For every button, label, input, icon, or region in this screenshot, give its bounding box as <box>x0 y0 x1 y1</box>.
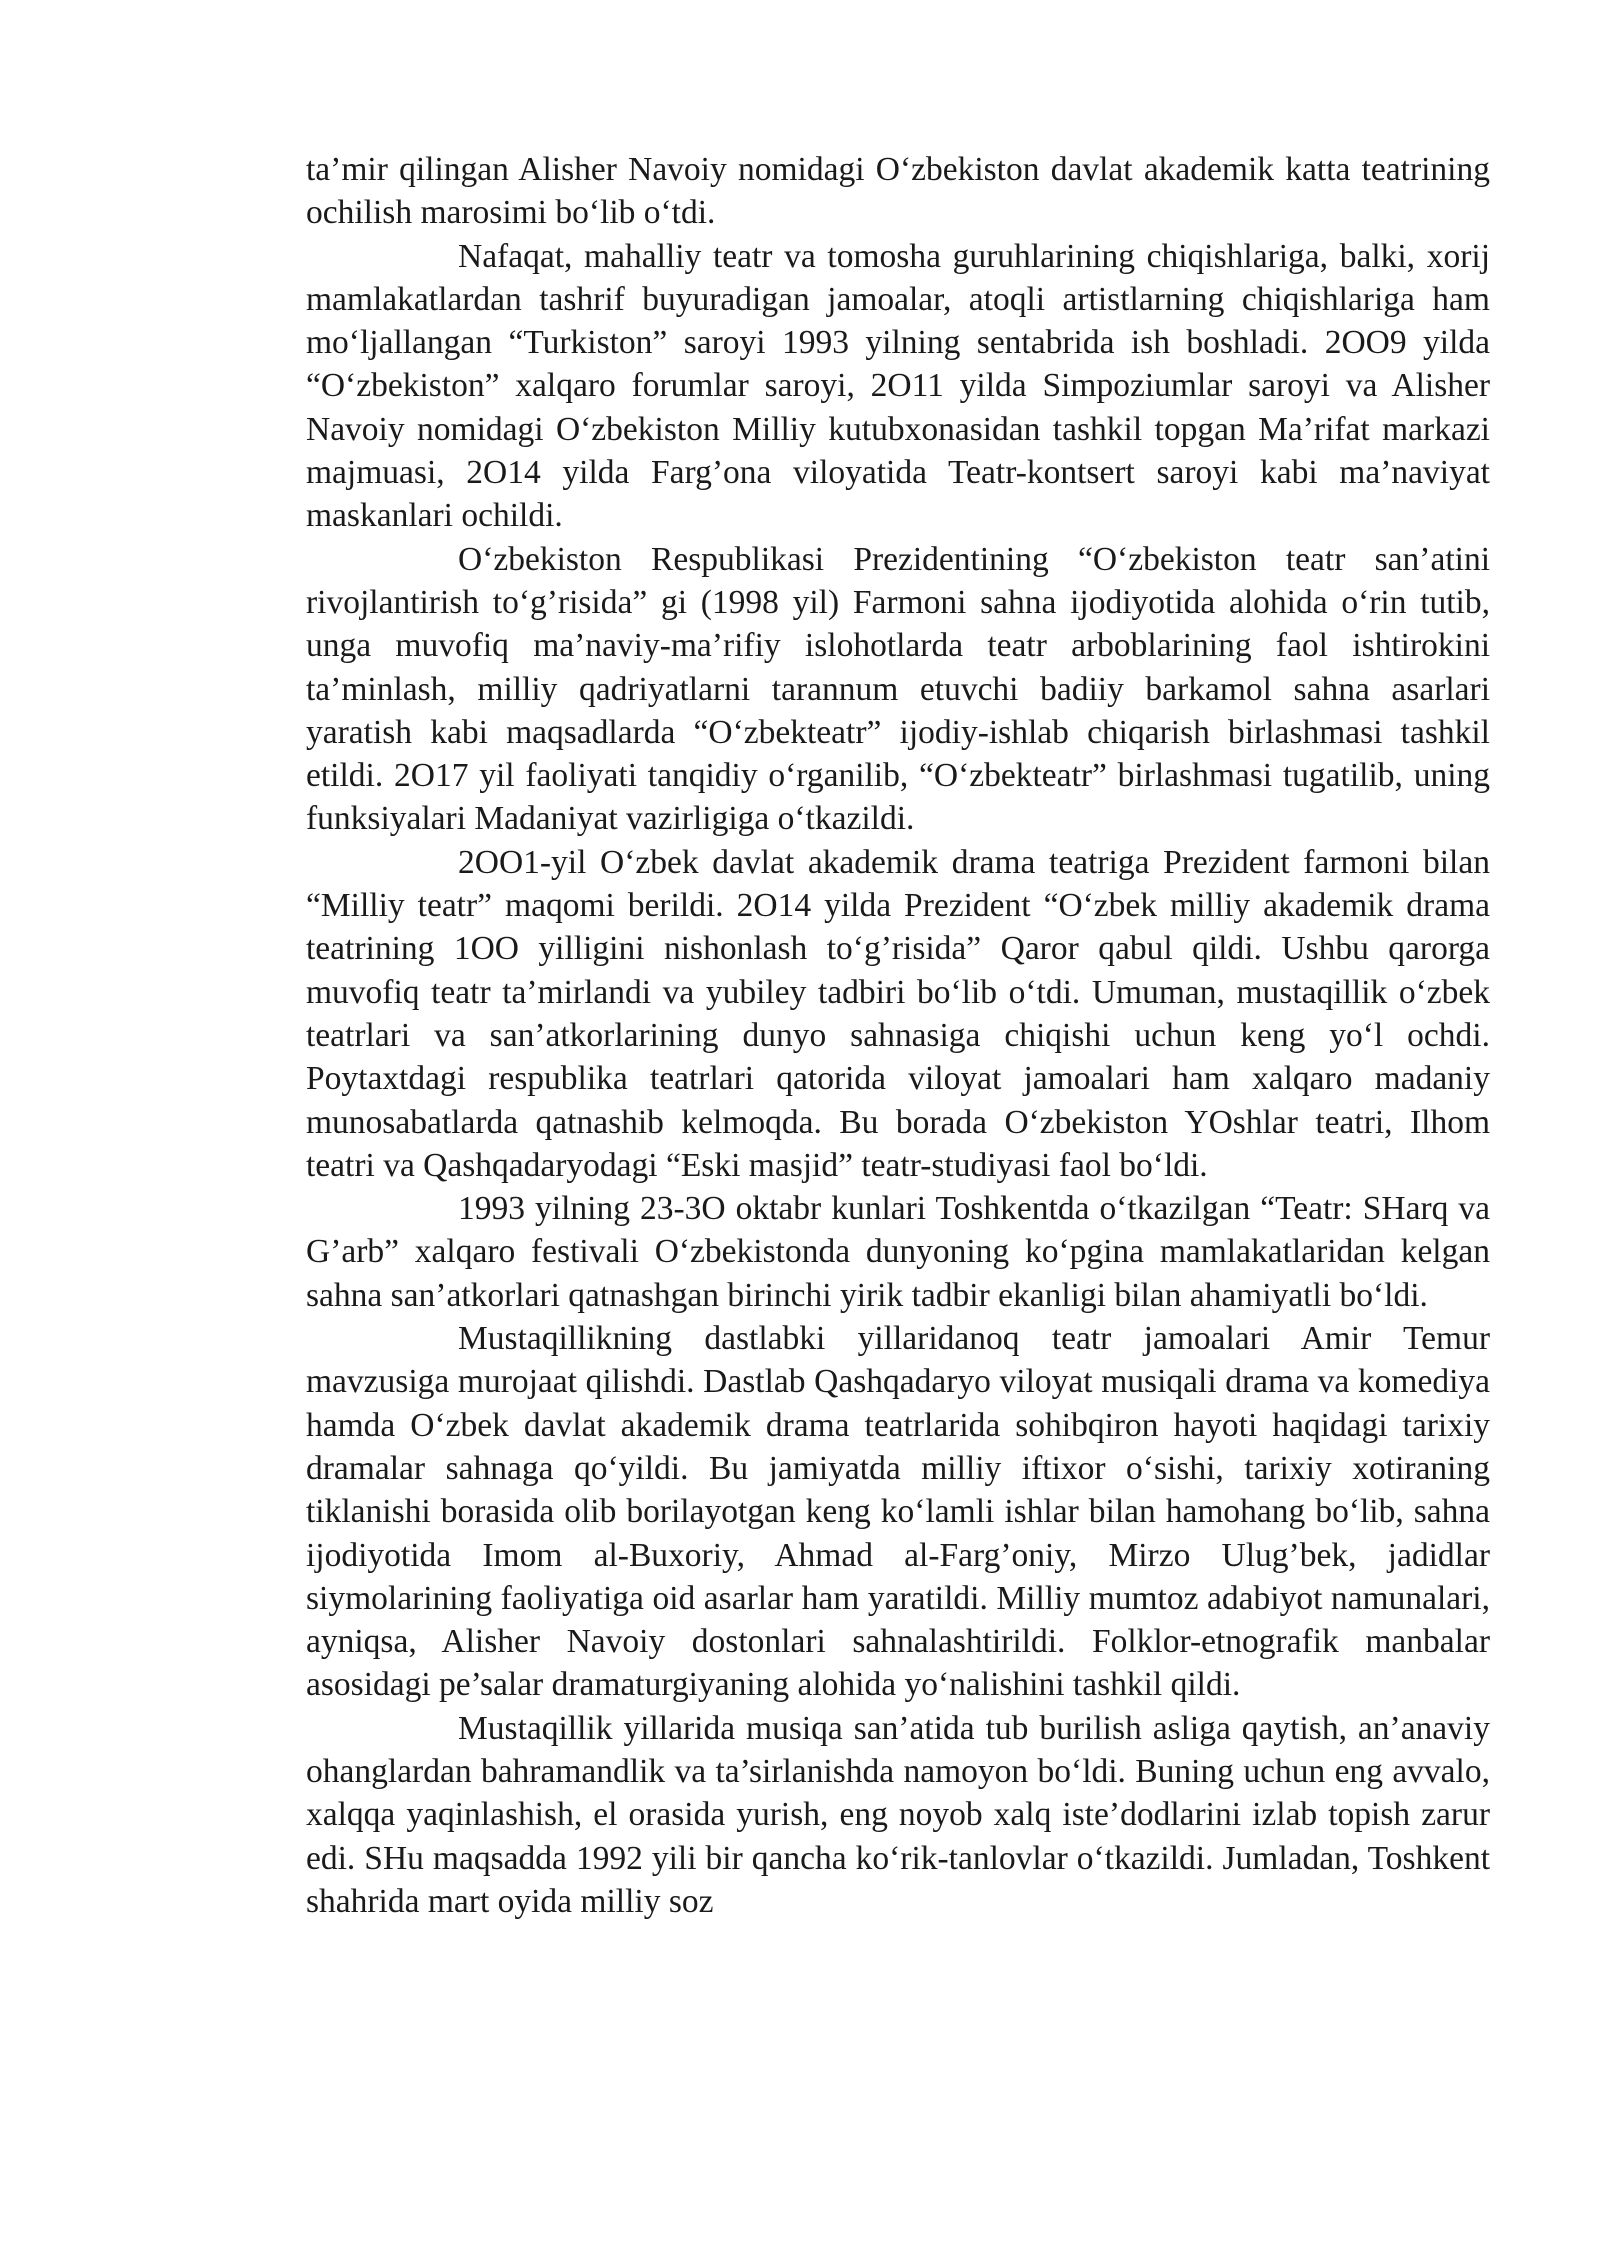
paragraph-5: 1993 yilning 23-3O oktabr kunlari Toshkentda o‘tkazilgan “Teatr: SHarq va G’arb” xalqaro festivali O‘zbekistonda dunyoning ko‘pgina mamlakatlaridan kelgan sahna san’atkorlari qatnashgan birinchi yirik tadbir ekanligi bilan ahamiyatli bo‘ldi. <box>306 1190 1490 1314</box>
paragraph-1: ta’mir qilingan Alisher Navoiy nomidagi O‘zbekiston davlat akademik katta teatrining ochilish marosimi bo‘lib o‘tdi. <box>306 151 1490 232</box>
paragraph-6: Mustaqillikning dastlabki yillaridanoq teatr jamoalari Amir Temur mavzusiga murojaat qilishdi. Dastlab Qashqadaryo viloyat musiqali drama va komediya hamda O‘zbek davlat akademik drama teatrlarida sohibqiron hayoti haqidagi tarixiy dramalar sahnaga qo‘yildi. Bu jamiyatda milliy iftixor o‘sishi, tarixiy xotiraning tiklanishi borasida olib borilayotgan keng ko‘lamli ishlar bilan hamohang bo‘lib, sahna ijodiyotida Imom al-Buxoriy, Ahmad al-Farg’oniy, Mirzo Ulug’bek, jadidlar siymolarining faoliyatiga oid asarlar ham yaratildi. Milliy mumtoz adabiyot namunalari, ayniqsa, Alisher Navoiy dostonlari sahnalashtirildi. Folklor-etnografik manbalar asosidagi pe’salar dramaturgiyaning alohida yo‘nalishini tashkil qildi. <box>306 1320 1490 1704</box>
paragraph-4: 2OO1-yil O‘zbek davlat akademik drama teatriga Prezident farmoni bilan “Milliy teatr” maqomi berildi. 2O14 yilda Prezident “O‘zbek milliy akademik drama teatrining 1OO yilligini nishonlash to‘g’risida” Qaror qabul qildi. Ushbu qarorga muvofiq teatr ta’mirlandi va yubiley tadbiri bo‘lib o‘tdi. Umuman, mustaqillik o‘zbek teatrlari va san’atkorlarining dunyo sahnasiga chiqishi uchun keng yo‘l ochdi. Poytaxtdagi respublika teatrlari qatorida viloyat jamoalari ham xalqaro madaniy munosabatlarda qatnashib kelmoqda. Bu borada O‘zbekiston YOshlar teatri, Ilhom teatri va Qashqadaryodagi “Eski masjid” teatr-studiyasi faol bo‘ldi. <box>306 843 1490 1184</box>
document-page <box>306 148 1490 1923</box>
paragraph-3: O‘zbekiston Respublikasi Prezidentining “O‘zbekiston teatr san’atini rivojlantirish to‘g’risida” gi (1998 yil) Farmoni sahna ijodiyotida alohida o‘rin tutib, unga muvofiq ma’naviy-ma’rifiy islohotlarda teatr arboblarining faol ishtirokini ta’minlash, milliy qadriyatlarni tarannum etuvchi badiiy barkamol sahna asarlari yaratish kabi maqsadlarda “O‘zbekteatr” ijodiy-ishlab chiqarish birlashmasi tashkil etildi. 2O17 yil faoliyati tanqidiy o‘rganilib, “O‘zbekteatr” birlashmasi tugatilib, uning funksiyalari Madaniyat vazirligiga o‘tkazildi. <box>306 540 1490 838</box>
paragraph-2: Nafaqat, mahalliy teatr va tomosha guruhlarining chiqishlariga, balki, xorij mamlakatlardan tashrif buyuradigan jamoalar, atoqli artistlarning chiqishlariga ham mo‘ljallangan “Turkiston” saroyi 1993 yilning sentabrida ish boshladi. 2OO9 yilda “O‘zbekiston” xalqaro forumlar saroyi, 2O11 yilda Simpoziumlar saroyi va Alisher Navoiy nomidagi O‘zbekiston Milliy kutubxonasidan tashkil topgan Ma’rifat markazi majmuasi, 2O14 yilda Farg’ona viloyatida Teatr-kontsert saroyi kabi ma’naviyat maskanlari ochildi. <box>306 237 1490 535</box>
paragraph-7: Mustaqillik yillarida musiqa san’atida tub burilish asliga qaytish, an’anaviy ohanglardan bahramandlik va ta’sirlanishda namoyon bo‘ldi. Buning uchun eng avvalo, xalqqa yaqinlashish, el orasida yurish, eng noyob xalq iste’dodlarini izlab topish zarur edi. SHu maqsadda 1992 yili bir qancha ko‘rik-tanlovlar o‘tkazildi. Jumladan, Toshkent shahrida mart oyida milliy soz <box>306 1709 1490 1920</box>
